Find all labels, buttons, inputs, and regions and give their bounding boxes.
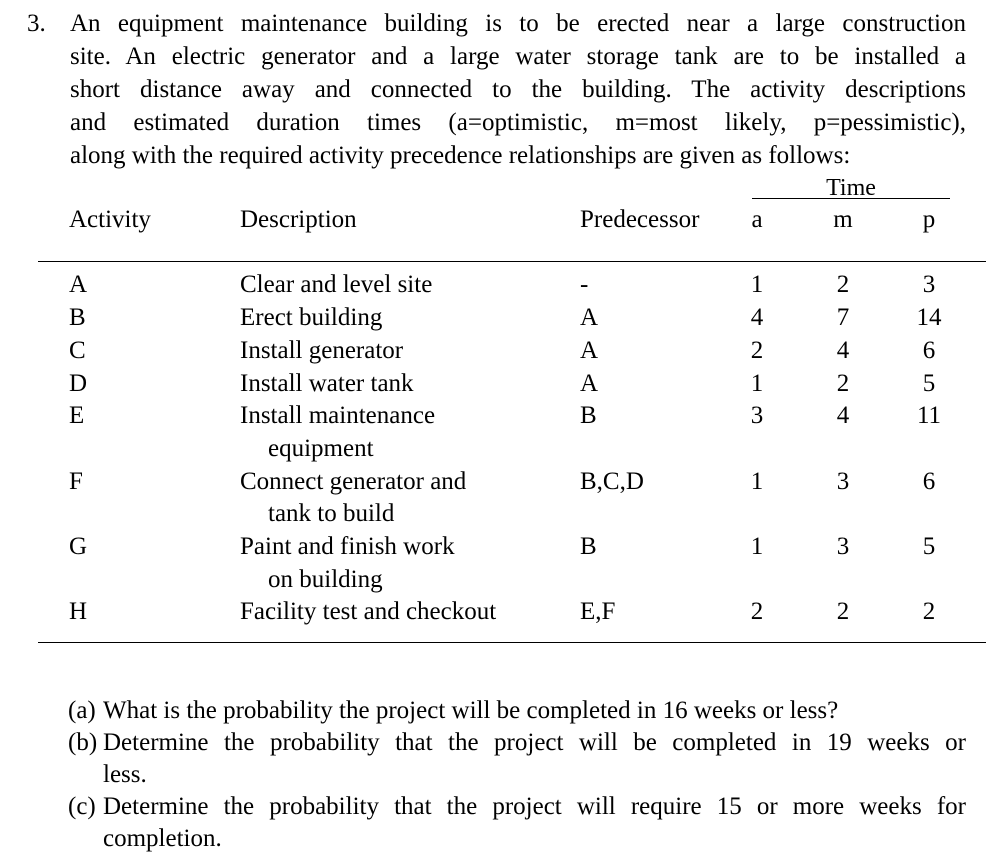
time-group-header: Time	[826, 175, 876, 201]
row-a-predecessor: -	[580, 271, 589, 298]
row-g-description-cont: on building	[268, 566, 383, 593]
row-a-time-m: 2	[836, 271, 850, 298]
row-e-description-cont: equipment	[268, 435, 374, 462]
row-c-time-p: 6	[922, 337, 936, 364]
row-h-predecessor: E,F	[580, 598, 616, 625]
row-f-time-m: 3	[836, 468, 850, 495]
problem-number: 3.	[27, 10, 46, 37]
row-d-predecessor: A	[580, 370, 599, 397]
row-g-activity: G	[69, 533, 88, 560]
row-f-description-cont: tank to build	[268, 500, 395, 527]
row-e-time-p: 11	[916, 402, 942, 429]
problem-line-5: along with the required activity precedence relationships are given as follows:	[70, 142, 851, 169]
problem-line-4: and estimated duration times (a=optimistic, m=most likely, p=pessimistic),	[70, 109, 966, 136]
row-b-description: Erect building	[240, 304, 383, 331]
row-b-time-m: 7	[836, 304, 850, 331]
row-b-time-a: 4	[750, 304, 764, 331]
row-d-activity: D	[69, 370, 88, 397]
problem-line-1: An equipment maintenance building is to be erected near a large construction	[70, 10, 966, 37]
row-d-description: Install water tank	[240, 370, 414, 397]
header-time-a: a	[751, 206, 763, 233]
row-f-description: Connect generator and	[240, 468, 467, 495]
row-c-activity: C	[69, 337, 86, 364]
header-time-m: m	[833, 206, 853, 233]
question-a-text: What is the probability the project will be completed in 16 weeks or less?	[103, 697, 839, 724]
row-b-activity: B	[69, 304, 86, 331]
header-predecessor: Predecessor	[580, 206, 700, 233]
row-f-time-p: 6	[922, 468, 936, 495]
row-h-time-p: 2	[922, 598, 936, 625]
question-b-text-cont: less.	[103, 761, 147, 788]
row-g-time-a: 1	[750, 533, 764, 560]
row-c-description: Install generator	[240, 337, 404, 364]
question-c-text: Determine the probability that the project will require 15 or more weeks for	[103, 793, 966, 820]
row-e-activity: E	[69, 402, 85, 429]
row-f-activity: F	[69, 468, 83, 495]
row-a-description: Clear and level site	[240, 271, 433, 298]
question-b-label: (b)	[68, 729, 98, 756]
header-description: Description	[240, 206, 357, 233]
header-activity: Activity	[69, 206, 151, 233]
row-g-predecessor: B	[580, 533, 597, 560]
row-f-predecessor: B,C,D	[580, 468, 644, 495]
problem-line-3: short distance away and connected to the building. The activity descriptions	[70, 76, 966, 103]
row-h-time-a: 2	[750, 598, 764, 625]
row-d-time-p: 5	[922, 370, 936, 397]
question-a-label: (a)	[68, 697, 96, 724]
row-d-time-a: 1	[750, 370, 764, 397]
question-c-text-cont: completion.	[103, 825, 222, 852]
row-f-time-a: 1	[750, 468, 764, 495]
row-c-time-m: 4	[836, 337, 850, 364]
row-g-time-m: 3	[836, 533, 850, 560]
row-c-time-a: 2	[750, 337, 764, 364]
row-h-description: Facility test and checkout	[240, 598, 497, 625]
row-e-time-m: 4	[836, 402, 850, 429]
row-g-time-p: 5	[922, 533, 936, 560]
question-c-label: (c)	[68, 793, 96, 820]
row-g-description: Paint and finish work	[240, 533, 455, 560]
table-top-rule	[38, 261, 986, 262]
row-a-activity: A	[69, 271, 88, 298]
row-h-time-m: 2	[836, 598, 850, 625]
row-h-activity: H	[69, 598, 88, 625]
problem-line-2: site. An electric generator and a large water storage tank are to be installed a	[70, 43, 966, 70]
header-time-p: p	[922, 206, 936, 233]
question-b-text: Determine the probability that the project will be completed in 19 weeks or	[103, 729, 966, 756]
row-b-time-p: 14	[916, 304, 942, 331]
row-a-time-p: 3	[922, 271, 936, 298]
table-bottom-rule	[38, 642, 986, 643]
row-c-predecessor: A	[580, 337, 599, 364]
row-e-predecessor: B	[580, 402, 597, 429]
row-e-description: Install maintenance	[240, 402, 436, 429]
time-header-rule	[752, 198, 950, 199]
row-e-time-a: 3	[750, 402, 764, 429]
row-d-time-m: 2	[836, 370, 850, 397]
row-a-time-a: 1	[750, 271, 764, 298]
row-b-predecessor: A	[580, 304, 599, 331]
